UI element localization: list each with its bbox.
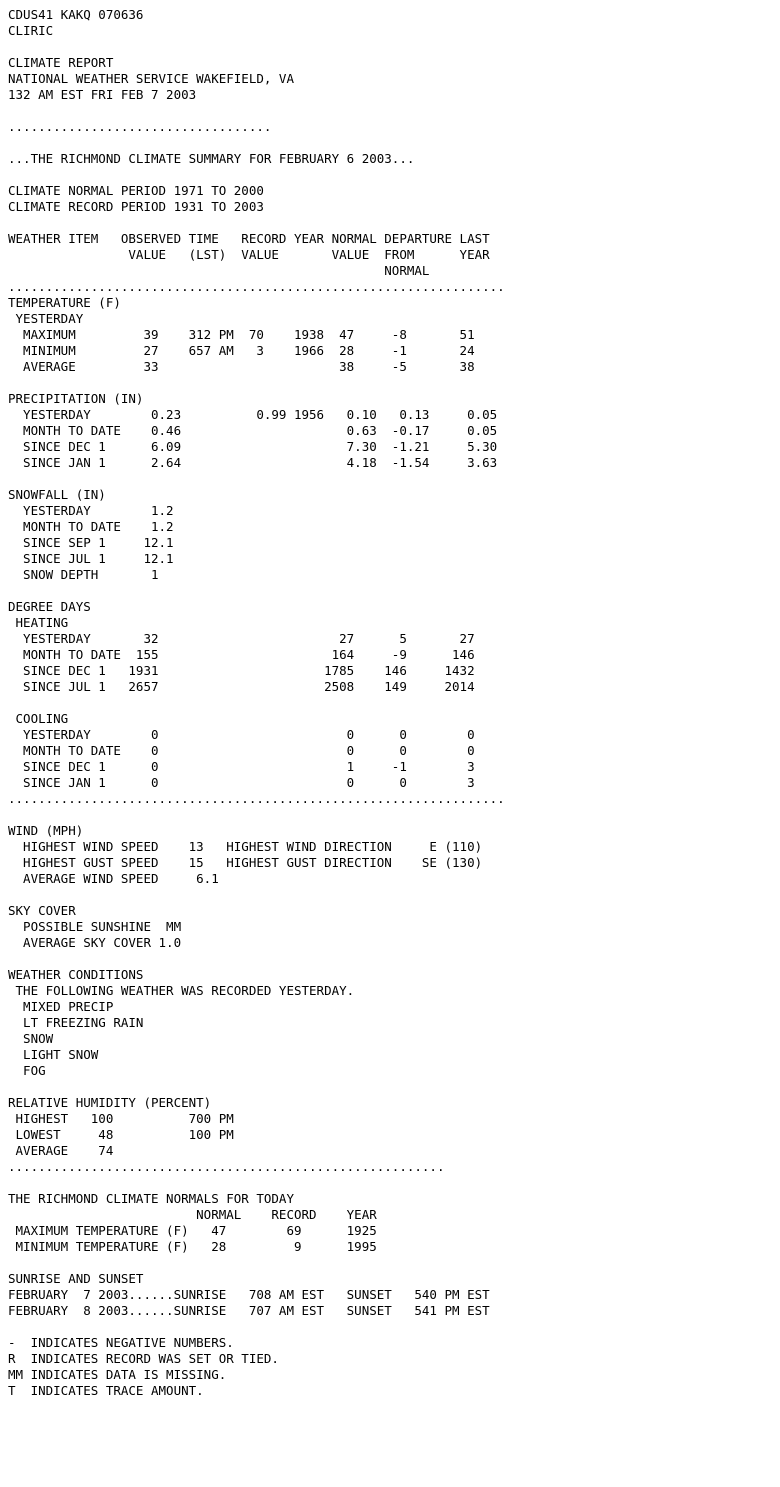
report-line: HEATING: [8, 615, 69, 630]
report-line: AVERAGE 33 38 -5 38: [8, 359, 475, 374]
report-line: SNOW DEPTH 1: [8, 567, 159, 582]
report-line: [8, 135, 780, 151]
report-line: [8, 39, 780, 55]
report-line: ..........................................................: [8, 1159, 445, 1174]
report-line: SINCE JAN 1 0 0 0 3: [8, 775, 475, 790]
report-line: NATIONAL WEATHER SERVICE WAKEFIELD, VA: [8, 71, 294, 86]
report-line: ...THE RICHMOND CLIMATE SUMMARY FOR FEBRUARY 6 2003...: [8, 151, 415, 166]
report-line: HIGHEST GUST SPEED 15 HIGHEST GUST DIRECTION SE (130): [8, 855, 483, 870]
report-line: VALUE (LST) VALUE VALUE FROM YEAR: [8, 247, 490, 262]
report-line: AVERAGE WIND SPEED 6.1: [8, 871, 219, 886]
report-line: T INDICATES TRACE AMOUNT.: [8, 1383, 204, 1398]
report-line: SINCE SEP 1 12.1: [8, 535, 174, 550]
report-line: R INDICATES RECORD WAS SET OR TIED.: [8, 1351, 279, 1366]
report-line: [8, 471, 780, 487]
report-line: COOLING: [8, 711, 69, 726]
report-line: MONTH TO DATE 0 0 0 0: [8, 743, 475, 758]
report-line: POSSIBLE SUNSHINE MM: [8, 919, 182, 934]
report-line: AVERAGE SKY COVER 1.0: [8, 935, 182, 950]
report-line: HIGHEST 100 700 PM: [8, 1111, 234, 1126]
report-line: SINCE JAN 1 2.64 4.18 -1.54 3.63: [8, 455, 498, 470]
report-line: [8, 167, 780, 183]
report-line: MIXED PRECIP: [8, 999, 114, 1014]
report-line: MONTH TO DATE 155 164 -9 146: [8, 647, 475, 662]
report-line: PRECIPITATION (IN): [8, 391, 144, 406]
report-line: [8, 215, 780, 231]
report-line: YESTERDAY 1.2: [8, 503, 174, 518]
report-line: AVERAGE 74: [8, 1143, 114, 1158]
report-line: CLIMATE RECORD PERIOD 1931 TO 2003: [8, 199, 264, 214]
report-line: [8, 1319, 780, 1335]
report-line: [8, 951, 780, 967]
report-line: FEBRUARY 8 2003......SUNRISE 707 AM EST SUNSET 541 PM EST: [8, 1303, 490, 1318]
report-line: LOWEST 48 100 PM: [8, 1127, 234, 1142]
report-line: [8, 695, 780, 711]
report-line: SINCE DEC 1 1931 1785 146 1432: [8, 663, 475, 678]
report-line: [8, 807, 780, 823]
report-line: SNOWFALL (IN): [8, 487, 106, 502]
report-line: [8, 1175, 780, 1191]
report-line: [8, 103, 780, 119]
report-line: WEATHER ITEM OBSERVED TIME RECORD YEAR NORMAL DEPARTURE LAST: [8, 231, 490, 246]
report-line: SINCE DEC 1 6.09 7.30 -1.21 5.30: [8, 439, 498, 454]
report-line: RELATIVE HUMIDITY (PERCENT): [8, 1095, 212, 1110]
report-line: SINCE JUL 1 2657 2508 149 2014: [8, 679, 475, 694]
report-line: [8, 887, 780, 903]
report-line: WEATHER CONDITIONS: [8, 967, 144, 982]
report-line: MINIMUM 27 657 AM 3 1966 28 -1 24: [8, 343, 475, 358]
report-line: SNOW: [8, 1031, 54, 1046]
report-line: ...................................: [8, 119, 272, 134]
report-line: ..................................................................: [8, 791, 505, 806]
report-line: [8, 375, 780, 391]
report-line: YESTERDAY 32 27 5 27: [8, 631, 475, 646]
report-line: MONTH TO DATE 1.2: [8, 519, 174, 534]
report-line: FOG: [8, 1063, 46, 1078]
report-line: NORMAL RECORD YEAR: [8, 1207, 377, 1222]
report-line: [8, 583, 780, 599]
report-line: SUNRISE AND SUNSET: [8, 1271, 144, 1286]
report-line: SKY COVER: [8, 903, 76, 918]
report-line: MM INDICATES DATA IS MISSING.: [8, 1367, 227, 1382]
report-line: MINIMUM TEMPERATURE (F) 28 9 1995: [8, 1239, 377, 1254]
report-line: 132 AM EST FRI FEB 7 2003: [8, 87, 197, 102]
report-line: THE RICHMOND CLIMATE NORMALS FOR TODAY: [8, 1191, 294, 1206]
report-line: LT FREEZING RAIN: [8, 1015, 144, 1030]
report-line: CLIMATE NORMAL PERIOD 1971 TO 2000: [8, 183, 264, 198]
report-line: MONTH TO DATE 0.46 0.63 -0.17 0.05: [8, 423, 498, 438]
report-line: CDUS41 KAKQ 070636: [8, 7, 144, 22]
report-line: YESTERDAY: [8, 311, 84, 326]
report-line: CLIMATE REPORT: [8, 55, 114, 70]
report-line: HIGHEST WIND SPEED 13 HIGHEST WIND DIRECTION E (110): [8, 839, 483, 854]
report-line: LIGHT SNOW: [8, 1047, 99, 1062]
report-line: DEGREE DAYS: [8, 599, 91, 614]
report-line: YESTERDAY 0.23 0.99 1956 0.10 0.13 0.05: [8, 407, 498, 422]
report-line: [8, 1079, 780, 1095]
report-line: THE FOLLOWING WEATHER WAS RECORDED YESTERDAY.: [8, 983, 355, 998]
report-line: ..................................................................: [8, 279, 505, 294]
report-line: FEBRUARY 7 2003......SUNRISE 708 AM EST SUNSET 540 PM EST: [8, 1287, 490, 1302]
report-line: MAXIMUM 39 312 PM 70 1938 47 -8 51: [8, 327, 475, 342]
report-line: MAXIMUM TEMPERATURE (F) 47 69 1925: [8, 1223, 377, 1238]
report-line: NORMAL: [8, 263, 430, 278]
report-line: SINCE DEC 1 0 1 -1 3: [8, 759, 475, 774]
report-line: YESTERDAY 0 0 0 0: [8, 727, 475, 742]
report-line: CLIRIC: [8, 23, 54, 38]
report-line: [8, 1255, 780, 1271]
report-line: - INDICATES NEGATIVE NUMBERS.: [8, 1335, 234, 1350]
report-line: SINCE JUL 1 12.1: [8, 551, 174, 566]
report-line: WIND (MPH): [8, 823, 84, 838]
report-line: TEMPERATURE (F): [8, 295, 121, 310]
